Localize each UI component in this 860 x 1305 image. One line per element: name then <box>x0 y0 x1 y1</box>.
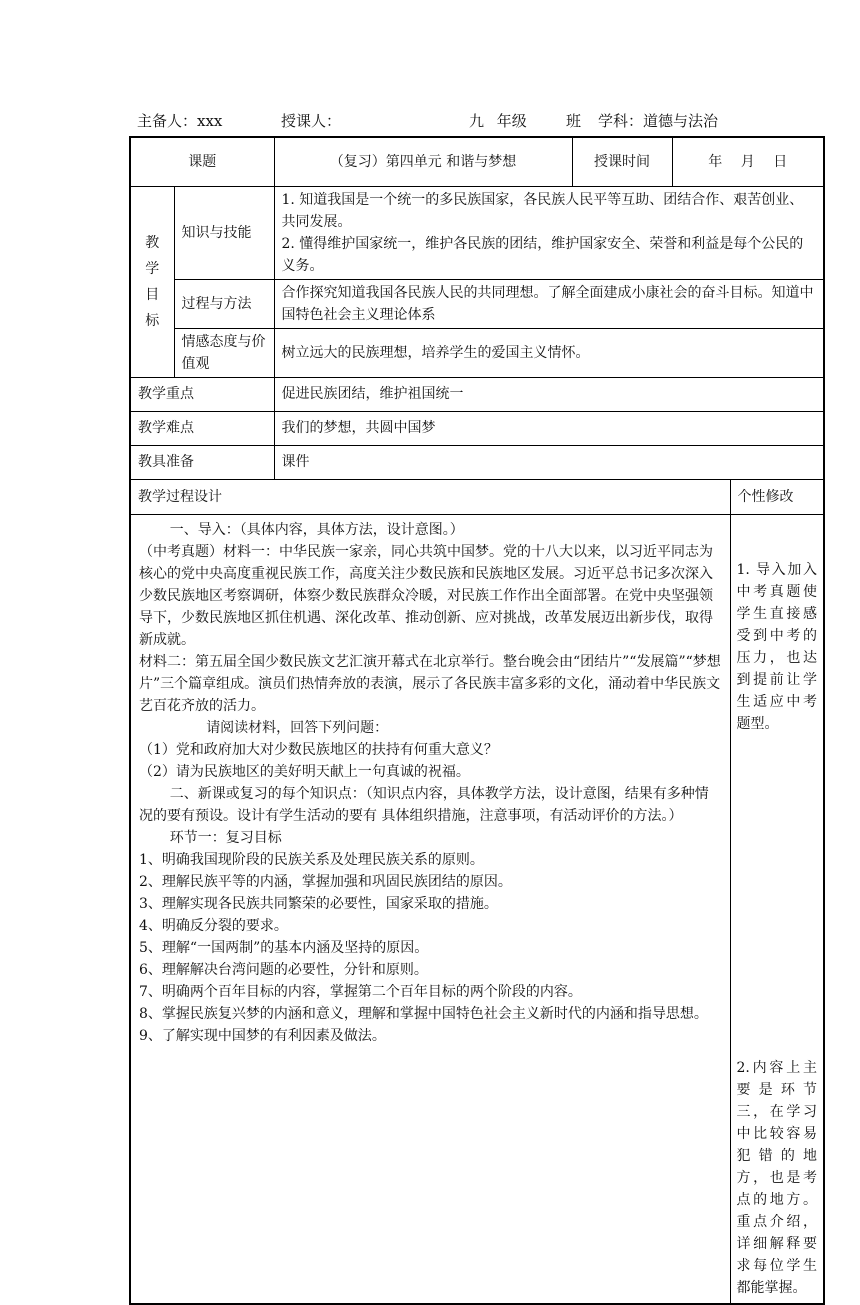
intro-heading: 一、导入：（具体内容，具体方法，设计意图。） <box>169 521 464 538</box>
focus-label: 教学重点 <box>130 377 274 411</box>
goal-item: 4、明确反分裂的要求。 <box>139 917 288 934</box>
lesson-plan-table <box>129 136 825 1305</box>
difficulty-label: 教学难点 <box>130 411 274 445</box>
topic-label: 课题 <box>130 137 274 186</box>
emotion-label: 情感态度与价值观 <box>174 328 274 377</box>
goal-item: 7、明确两个百年目标的内容，掌握第二个百年目标的两个阶段的内容。 <box>139 983 582 1000</box>
revision-notes <box>730 514 824 1304</box>
question-2: （2）请为民族地区的美好明天献上一句真诚的祝福。 <box>139 763 470 780</box>
section-two-heading: 二、新课或复习的每个知识点：（知识点内容，具体教学方法，设计意图，结果有多种情况的要有预设。设计有学生活动的要有 具体组织措施，注意事项，有活动评价的方法。） <box>139 785 709 824</box>
link-one-heading: 环节一：复习目标 <box>169 829 282 846</box>
focus-value: 促进民族团结，维护祖国统一 <box>274 377 824 411</box>
difficulty-row <box>130 411 824 445</box>
process-method-label: 过程与方法 <box>174 279 274 328</box>
goal-item: 3、理解实现各民族共同繁荣的必要性，国家采取的措施。 <box>139 895 498 912</box>
difficulty-value: 我们的梦想，共圆中国梦 <box>274 411 824 445</box>
time-value: 年 月 日 <box>672 137 824 186</box>
goal-item: 6、理解解决台湾问题的必要性，分针和原则。 <box>139 961 428 978</box>
knowledge-value: 1. 知道我国是一个统一的多民族国家，各民族人民平等互助、团结合作、艰苦创业、共同发展。 2. 懂得维护国家统一，维护各民族的团结，维护国家安全、荣誉和利益是每个公民的义务。 <box>274 186 824 279</box>
document-header <box>0 110 860 132</box>
process-design-label: 教学过程设计 <box>130 479 730 514</box>
process-method-row <box>130 279 824 328</box>
goal-item: 8、掌握民族复兴梦的内涵和意义，理解和掌握中国特色社会主义新时代的内涵和指导思想。 <box>139 1005 708 1022</box>
tools-label: 教具准备 <box>130 445 274 479</box>
goal-item: 1、明确我国现阶段的民族关系及处理民族关系的原则。 <box>139 851 484 868</box>
time-label: 授课时间 <box>572 137 672 186</box>
read-instruction: 请阅读材料，回答下列问题： <box>206 719 389 736</box>
material-two: 材料二：第五届全国少数民族文艺汇演开幕式在北京举行。整台晚会由“团结片”“发展篇”“梦想片”三个篇章组成。演员们热情奔放的表演，展示了各民族丰富多彩的文化，涌动着中华民族文艺百花齐放的活力。 <box>139 653 721 714</box>
note-2: 2.内容上主要是环节三，在学习中比较容易犯错的地方，也是考点的地方。重点介绍，详细解释要求每位学生都能掌握。 <box>736 1059 817 1296</box>
teacher-label: 授课人： <box>281 112 342 130</box>
tools-row <box>130 445 824 479</box>
tools-value: 课件 <box>274 445 824 479</box>
process-header-row <box>130 479 824 514</box>
subject-label: 学科：道德与法治 <box>598 112 719 130</box>
class-label: 班 <box>566 112 582 130</box>
knowledge-label: 知识与技能 <box>174 186 274 279</box>
grade-label: 九 年级 <box>469 112 527 130</box>
focus-row <box>130 377 824 411</box>
revise-label: 个性修改 <box>730 479 824 514</box>
goal-item: 2、理解民族平等的内涵，掌握加强和巩固民族团结的原因。 <box>139 873 512 890</box>
preparer-label: 主备人：xxx <box>137 112 223 130</box>
note-1: 1. 导入加入中考真题使学生直接感受到中考的压力，也达到提前让学生适应中考题型。 <box>736 561 817 732</box>
process-content-row <box>130 514 824 1304</box>
material-one: （中考真题）材料一：中华民族一家亲，同心共筑中国梦。党的十八大以来，以习近平同志为核心的党中央高度重视民族工作，高度关注少数民族和民族地区发展。习近平总书记多次深入少数民族地区考察调研，体察少数民族群众冷暖，对民族工作作出全面部署。在党中央坚强领导下，少数民族地区抓住机遇、深化改革、推动创新、应对挑战，改革发展迈出新步伐，取得新成就。 <box>139 543 713 648</box>
goal-item: 9、了解实现中国梦的有利因素及做法。 <box>139 1027 386 1044</box>
process-method-value: 合作探究知道我国各民族人民的共同理想。了解全面建成小康社会的奋斗目标。知道中国特色社会主义理论体系 <box>274 279 824 328</box>
goal-item: 5、理解“一国两制”的基本内涵及坚持的原因。 <box>139 939 429 956</box>
emotion-row <box>130 328 824 377</box>
process-content <box>130 514 730 1304</box>
knowledge-row <box>130 186 824 279</box>
objectives-label: 教 学 目 标 <box>130 186 174 377</box>
emotion-value: 树立远大的民族理想，培养学生的爱国主义情怀。 <box>274 328 824 377</box>
topic-row <box>130 137 824 186</box>
question-1: （1）党和政府加大对少数民族地区的扶持有何重大意义？ <box>139 741 498 758</box>
topic-value: （复习）第四单元 和谐与梦想 <box>274 137 572 186</box>
